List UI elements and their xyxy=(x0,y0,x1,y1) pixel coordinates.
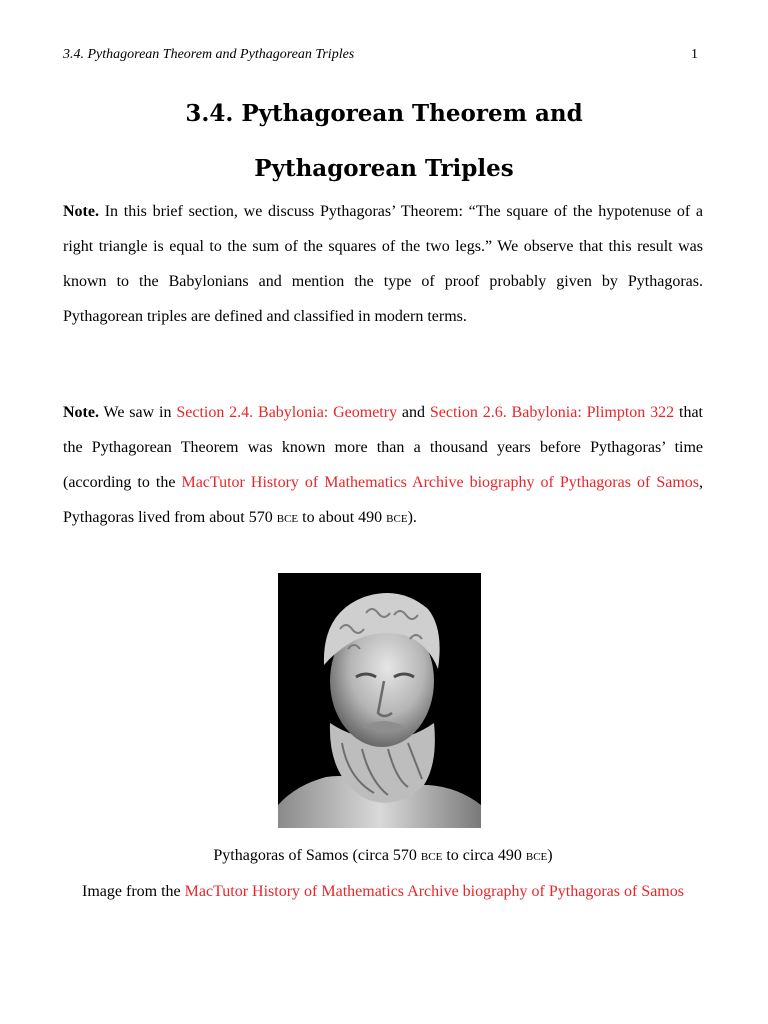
caption-text: ) xyxy=(547,847,553,864)
note-text: and xyxy=(397,404,430,421)
era-abbrev: bce xyxy=(276,509,299,526)
note-text: that the Pythagorean Theorem was known more than a thousand years before Pythagoras’ time (according to the xyxy=(63,404,703,491)
section-title-line1: 3.4. Pythagorean Theorem and xyxy=(185,100,583,127)
bust-of-pythagoras-image xyxy=(278,573,481,828)
figure-caption xyxy=(63,838,703,910)
note-text: to about 490 xyxy=(298,509,387,526)
caption-text: to circa 490 xyxy=(442,847,526,864)
era-abbrev: bce xyxy=(525,847,548,864)
section-title xyxy=(0,86,768,196)
note-text: We saw in xyxy=(98,404,177,421)
era-abbrev: bce xyxy=(386,509,408,526)
era-abbrev: bce xyxy=(420,847,443,864)
link-section-2-6[interactable]: Section 2.6. Babylonia: Plimpton 322 xyxy=(429,404,675,421)
note-label: Note. xyxy=(63,203,99,220)
link-mactutor-biography[interactable]: MacTutor History of Mathematics Archive biography of Pythagoras of Samos xyxy=(181,474,699,491)
note-text: , Pythagoras lived from about 570 xyxy=(63,474,703,526)
link-section-2-4[interactable]: Section 2.4. Babylonia: Geometry xyxy=(176,404,398,421)
caption-text: Pythagoras of Samos (circa 570 xyxy=(213,847,421,864)
section-title-line2: Pythagorean Triples xyxy=(254,155,514,182)
running-title: 3.4. Pythagorean Theorem and Pythagorean Triples xyxy=(63,47,355,62)
caption-text: Image from the xyxy=(82,883,185,900)
bust-illustration xyxy=(278,573,481,828)
note-paragraph-1 xyxy=(63,194,703,334)
caption-line-1 xyxy=(63,838,703,874)
running-header xyxy=(63,47,698,63)
caption-line-2 xyxy=(63,874,703,910)
caption-link-mactutor[interactable]: MacTutor History of Mathematics Archive biography of Pythagoras of Samos xyxy=(184,883,684,900)
note-text: In this brief section, we discuss Pythagoras’ Theorem: “The square of the hypotenuse of a right triangle is equal to the sum of the squares of the two legs.” We observe that this result was known to the Babylonians and mention the type of proof probably given by Pythagoras. Pythagorean triples are defined and classified in modern terms. xyxy=(63,203,703,325)
page-number: 1 xyxy=(691,47,698,62)
note-label: Note. xyxy=(63,404,99,421)
note-text: ). xyxy=(407,509,417,526)
note-paragraph-2 xyxy=(63,395,703,535)
